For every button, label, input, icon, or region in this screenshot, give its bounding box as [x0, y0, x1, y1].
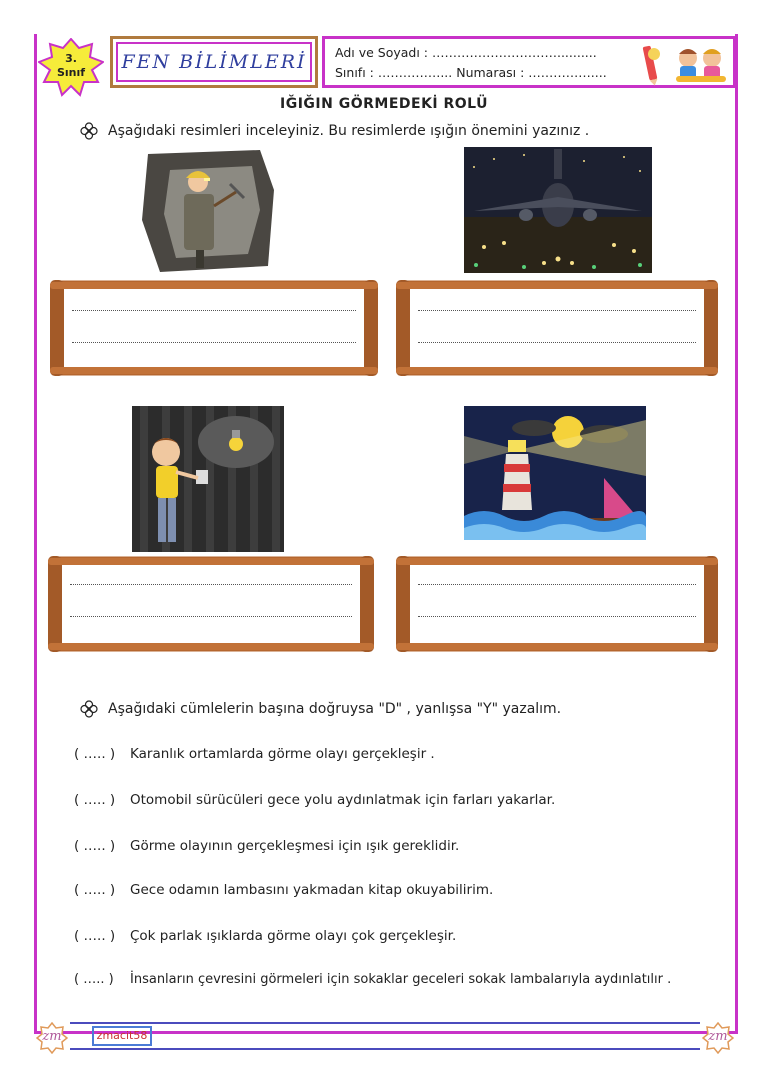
subject-title-box — [110, 36, 318, 88]
name-field[interactable]: Adı ve Soyadı : ………………………….......... — [335, 45, 597, 60]
section2-instruction-text: Aşağıdaki cümlelerin başına doğruysa "D" , yanlışsa "Y" yazalım. — [108, 701, 562, 717]
tf-answer-blank[interactable]: ( ….. ) — [74, 882, 116, 898]
section1-instruction — [80, 122, 589, 140]
tf-statement: Çok parlak ışıklarda görme olayı çok gerçekleşir. — [130, 928, 457, 944]
wood-frame-icon — [48, 552, 374, 656]
tf-statement: Otomobil sürücüleri gece yolu aydınlatmak için farları yakarlar. — [130, 792, 556, 808]
tf-item-3 — [74, 838, 459, 854]
section2-instruction — [80, 700, 561, 718]
footer-line-top — [70, 1022, 700, 1024]
grade-number: 3. — [65, 52, 77, 65]
wood-frame-icon — [396, 552, 718, 656]
lighthouse-image — [464, 406, 646, 540]
tf-item-4 — [74, 882, 493, 898]
answer-frame-3[interactable] — [48, 552, 374, 656]
tf-item-1 — [74, 746, 435, 762]
tf-statement: Görme olayının gerçekleşmesi için ışık gereklidir. — [130, 838, 460, 854]
tf-answer-blank[interactable]: ( ….. ) — [74, 972, 114, 987]
subject-title: FEN BİLİMLERİ — [121, 51, 307, 73]
tf-answer-blank[interactable]: ( ….. ) — [74, 928, 116, 944]
zm-logo-text: zm — [42, 1029, 62, 1044]
author-signature: zmacit58 — [92, 1026, 152, 1046]
wood-frame-icon — [396, 276, 718, 380]
tf-statement: Gece odamın lambasını yakmadan kitap okuyabilirim. — [130, 882, 494, 898]
section1-instruction-text: Aşağıdaki resimleri inceleyiniz. Bu resimlerde ışığın önemini yazınız . — [108, 123, 590, 139]
tf-statement: Karanlık ortamlarda görme olayı gerçekleşir . — [130, 746, 435, 762]
grade-label: Sınıf — [56, 66, 86, 79]
airplane-night-image — [464, 147, 652, 273]
boy-lamp-image — [132, 406, 284, 552]
tf-answer-blank[interactable]: ( ….. ) — [74, 746, 116, 762]
zm-logo-text: zm — [708, 1029, 728, 1044]
miner-cave-image — [140, 150, 276, 272]
tf-answer-blank[interactable]: ( ….. ) — [74, 838, 116, 854]
zm-logo-left — [36, 1022, 68, 1054]
tf-answer-blank[interactable]: ( ….. ) — [74, 792, 116, 808]
footer-line-bottom — [70, 1048, 700, 1050]
flower-icon — [80, 700, 98, 718]
answer-frame-1[interactable] — [50, 276, 378, 380]
kids-pencil-icon — [640, 40, 730, 86]
tf-item-2 — [74, 792, 555, 808]
zm-logo-right — [702, 1022, 734, 1054]
answer-frame-2[interactable] — [396, 276, 718, 380]
tf-item-6 — [74, 972, 671, 987]
tf-statement: İnsanların çevresini görmeleri için sokaklar geceleri sokak lambalarıyla aydınlatılır . — [130, 972, 672, 987]
flower-icon — [80, 122, 98, 140]
tf-item-5 — [74, 928, 456, 944]
answer-frame-4[interactable] — [396, 552, 718, 656]
grade-badge — [38, 38, 104, 98]
page-heading: IĞIĞIN GÖRMEDEKİ ROLÜ — [280, 96, 488, 112]
wood-frame-icon — [50, 276, 378, 380]
class-number-field[interactable]: Sınıfı : ……………... Numarası : …………….... — [335, 65, 607, 80]
